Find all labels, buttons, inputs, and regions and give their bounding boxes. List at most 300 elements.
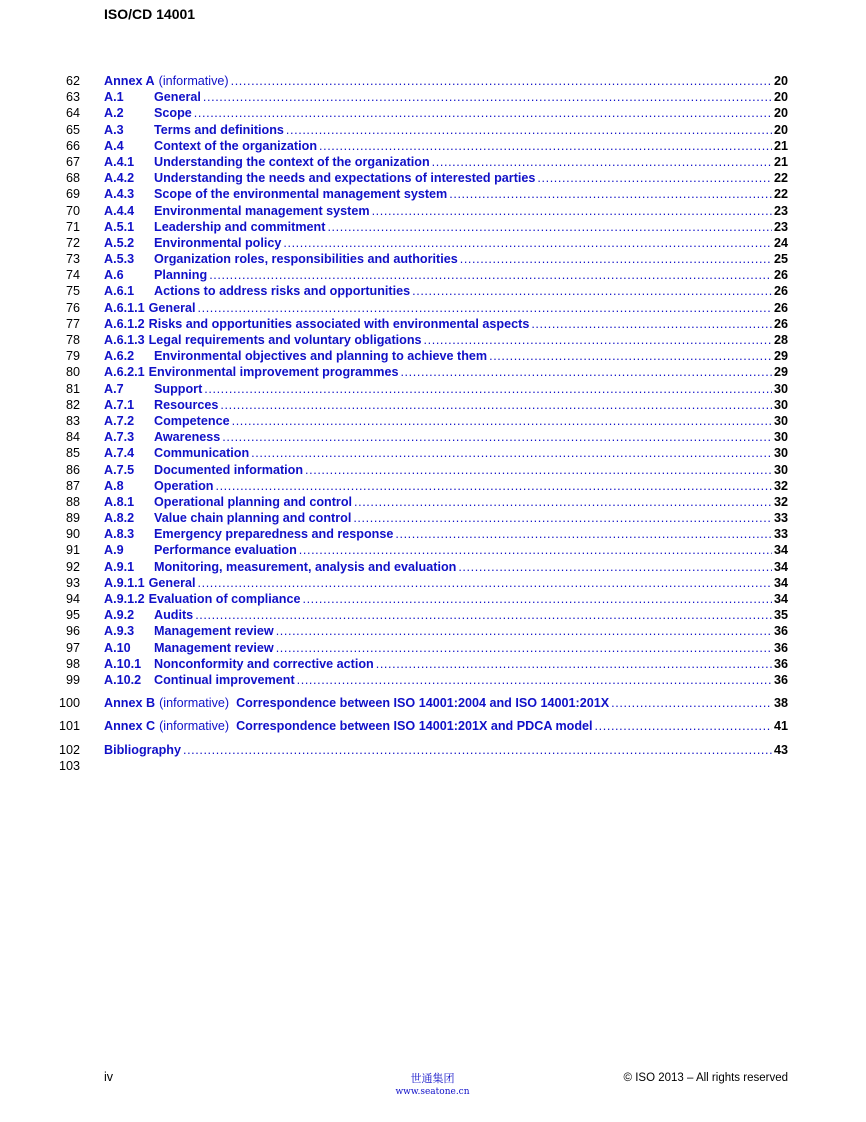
section-title — [154, 656, 374, 672]
dot-leader — [412, 283, 772, 299]
toc-entry-link[interactable] — [104, 219, 788, 235]
line-number: 68 — [65, 171, 80, 186]
dot-leader — [372, 203, 772, 219]
dot-leader — [203, 89, 772, 105]
section-title-text: Communication — [154, 446, 250, 461]
line-number: 90 — [65, 527, 80, 542]
page-ref: 22 — [773, 187, 788, 202]
section-number: A.7.3 — [104, 430, 135, 445]
section-number: A.6.2.1 — [104, 365, 145, 380]
section-title-text: Organization roles, responsibilities and authorities — [154, 252, 458, 267]
section-title-text: Understanding the context of the organization — [154, 154, 430, 169]
section-number: A.10.1 — [104, 656, 142, 671]
section-number: A.9.2 — [104, 608, 135, 623]
section-number: A.6.2 — [104, 349, 135, 364]
section-title — [154, 413, 230, 429]
section-title-text: Management review — [154, 640, 274, 655]
section-title — [154, 348, 487, 364]
toc-row — [0, 348, 866, 364]
section-number: A.4.3 — [104, 187, 135, 202]
toc-row — [0, 73, 866, 89]
page-ref: 29 — [773, 365, 788, 380]
section-title — [154, 235, 281, 251]
section-number: A.4.1 — [104, 154, 135, 169]
section-number: A.7 — [104, 381, 124, 396]
section-title — [159, 73, 229, 89]
section-title — [149, 364, 399, 380]
line-number: 80 — [65, 365, 80, 380]
line-number: 79 — [65, 349, 80, 364]
section-title-text: Operation — [154, 478, 214, 493]
dot-leader — [305, 462, 772, 478]
section-title-text: Correspondence between ISO 14001:201X and PDCA model — [236, 719, 593, 734]
page-ref: 30 — [773, 430, 788, 445]
section-title — [159, 695, 609, 711]
toc-entry-link[interactable] — [104, 640, 788, 656]
section-number: A.6 — [104, 268, 124, 283]
line-number: 71 — [65, 219, 80, 234]
section-number: A.6.1.3 — [104, 333, 145, 347]
line-number: 100 — [58, 696, 80, 711]
page-ref: 33 — [773, 511, 788, 526]
toc-row — [0, 332, 866, 348]
section-title-text: Risks and opportunities associated with environmental aspects — [148, 316, 530, 331]
copyright-notice: © ISO 2013 – All rights reserved — [623, 1072, 788, 1084]
toc-row — [0, 105, 866, 121]
section-number: A.7.4 — [104, 446, 135, 461]
line-number: 101 — [58, 719, 80, 734]
toc-row — [0, 122, 866, 138]
toc-entry-link[interactable] — [104, 105, 788, 121]
dot-leader — [204, 381, 772, 397]
line-number: 78 — [65, 333, 80, 347]
section-title — [149, 300, 196, 316]
section-title-text: Nonconformity and corrective action — [154, 656, 374, 671]
line-number: 103 — [58, 758, 80, 773]
page-ref: 20 — [773, 90, 788, 105]
section-number: A.8.3 — [104, 527, 135, 542]
watermark-stamp — [380, 1070, 485, 1097]
section-title — [154, 251, 458, 267]
toc-entry-link[interactable] — [104, 283, 788, 299]
toc-entry-link[interactable] — [104, 267, 788, 283]
line-number: 66 — [65, 138, 80, 153]
section-number: A.7.1 — [104, 397, 135, 412]
page-ref: 23 — [773, 203, 788, 218]
page-ref: 30 — [773, 397, 788, 412]
dot-leader — [232, 413, 772, 429]
toc-entry-link[interactable] — [104, 170, 788, 186]
section-title-text: General — [154, 90, 201, 105]
toc-entry-link[interactable] — [104, 542, 788, 558]
toc-row — [0, 656, 866, 672]
section-title-text: Monitoring, measurement, analysis and evaluation — [154, 559, 457, 574]
line-number: 91 — [65, 543, 80, 558]
page-ref: 25 — [773, 252, 788, 267]
stamp-company: 世通集团 — [410, 1072, 455, 1085]
toc-entry-link[interactable] — [104, 656, 788, 672]
page-ref: 34 — [773, 575, 788, 590]
section-number: A.8.2 — [104, 511, 135, 526]
section-number: A.9.1 — [104, 559, 135, 574]
section-title — [154, 494, 352, 510]
dot-leader — [353, 510, 772, 526]
toc-entry-link[interactable] — [104, 122, 788, 138]
section-number: A.5.2 — [104, 235, 135, 250]
section-number: A.8 — [104, 478, 124, 493]
section-title — [154, 397, 218, 413]
section-title — [154, 267, 207, 283]
section-number: A.6.1 — [104, 284, 135, 299]
section-number: A.7.2 — [104, 413, 135, 428]
toc-entry-link[interactable] — [104, 381, 788, 397]
toc-entry-link[interactable] — [104, 235, 788, 251]
line-number: 62 — [65, 74, 80, 88]
section-title — [149, 591, 301, 607]
section-title — [104, 742, 181, 758]
section-number: A.2 — [104, 106, 124, 121]
page-ref: 23 — [773, 219, 788, 234]
dot-leader — [198, 300, 772, 316]
dot-leader — [376, 656, 772, 672]
section-number: A.8.1 — [104, 494, 135, 509]
toc-row — [0, 542, 866, 558]
toc-row — [0, 445, 866, 461]
section-number: Annex C — [104, 719, 156, 734]
section-number: A.10 — [104, 640, 131, 655]
toc-row — [0, 364, 866, 380]
page-ref: 24 — [773, 235, 788, 250]
section-title-text: Support — [154, 381, 203, 396]
section-number: Annex A — [104, 74, 155, 88]
toc-entry-link[interactable] — [104, 478, 788, 494]
section-title — [154, 510, 351, 526]
toc-entry-link[interactable] — [104, 364, 788, 380]
toc-row — [0, 575, 866, 591]
section-title — [154, 283, 410, 299]
dot-leader — [198, 575, 772, 591]
line-number: 73 — [65, 252, 80, 267]
stamp-url: www.seatone.cn — [395, 1087, 470, 1097]
toc-row — [0, 510, 866, 526]
section-title-text: General — [148, 575, 196, 590]
section-title — [154, 526, 393, 542]
dot-leader — [489, 348, 772, 364]
toc-row — [0, 203, 866, 219]
section-title-text: Environmental management system — [154, 203, 370, 218]
toc-entry-link[interactable] — [104, 607, 788, 623]
section-title-text: Scope — [154, 106, 192, 121]
toc-row — [0, 138, 866, 154]
page-ref: 22 — [773, 171, 788, 186]
section-title-text: Context of the organization — [154, 138, 318, 153]
toc-row — [0, 695, 866, 711]
section-title-text: Documented information — [154, 462, 304, 477]
section-number: A.4.4 — [104, 203, 135, 218]
toc-row — [0, 154, 866, 170]
toc-entry-link[interactable] — [104, 718, 788, 734]
dot-leader — [299, 542, 772, 558]
informative-label: (informative) — [159, 696, 230, 711]
toc-row — [0, 462, 866, 478]
page-ref: 32 — [773, 478, 788, 493]
toc-entry-link[interactable] — [104, 138, 788, 154]
page-ref: 26 — [773, 300, 788, 315]
page-number: iv — [104, 1070, 114, 1084]
section-title-text: Planning — [154, 268, 208, 283]
page-ref: 34 — [773, 543, 788, 558]
dot-leader — [302, 591, 772, 607]
toc-row — [0, 89, 866, 105]
line-number: 64 — [65, 106, 80, 121]
line-number: 74 — [65, 268, 80, 283]
line-number: 69 — [65, 187, 80, 202]
section-number: A.9.1.1 — [104, 575, 145, 590]
page-ref: 20 — [773, 106, 788, 121]
toc-entry-link[interactable] — [104, 89, 788, 105]
dot-leader — [251, 445, 772, 461]
section-title — [154, 170, 535, 186]
toc-entry-link[interactable] — [104, 695, 788, 711]
toc-entry-link[interactable] — [104, 316, 788, 332]
toc-row — [0, 591, 866, 607]
dot-leader — [297, 672, 772, 688]
dot-leader — [220, 397, 772, 413]
toc-entry-link[interactable] — [104, 413, 788, 429]
section-title-text: Scope of the environmental management system — [154, 187, 448, 202]
section-title — [154, 89, 201, 105]
dot-leader — [183, 742, 772, 758]
section-title — [149, 316, 530, 332]
section-title — [154, 462, 303, 478]
toc-entry-link[interactable] — [104, 510, 788, 526]
page-ref: 20 — [773, 122, 788, 137]
page-ref: 41 — [773, 719, 788, 734]
line-number: 84 — [65, 430, 80, 445]
toc-entry-link[interactable] — [104, 73, 788, 89]
section-number: A.9.1.2 — [104, 592, 145, 606]
dot-leader — [276, 640, 772, 656]
toc-row — [0, 186, 866, 202]
line-number: 63 — [65, 90, 80, 105]
toc-entry-link[interactable] — [104, 494, 788, 510]
page-ref: 26 — [773, 268, 788, 283]
section-title — [154, 381, 202, 397]
line-number: 89 — [65, 511, 80, 526]
line-number: 86 — [65, 462, 80, 477]
section-number: A.6.1.2 — [104, 316, 145, 331]
section-title-text: Value chain planning and control — [154, 511, 352, 526]
page-ref: 20 — [773, 74, 788, 88]
section-title-text: Evaluation of compliance — [148, 592, 301, 606]
toc-entry-link[interactable] — [104, 462, 788, 478]
toc-row — [0, 672, 866, 688]
dot-leader — [449, 186, 772, 202]
line-number: 94 — [65, 592, 80, 606]
page-ref: 36 — [773, 624, 788, 639]
page-ref: 28 — [773, 333, 788, 347]
section-title — [154, 672, 295, 688]
dot-leader — [395, 526, 772, 542]
line-number: 77 — [65, 316, 80, 331]
section-title-text: Management review — [154, 624, 274, 639]
dot-leader — [458, 559, 772, 575]
page-ref: 36 — [773, 640, 788, 655]
toc-entry-link[interactable] — [104, 575, 788, 591]
section-title-text: Continual improvement — [154, 672, 295, 687]
section-title — [149, 332, 422, 348]
section-title-text: Correspondence between ISO 14001:2004 and ISO 14001:201X — [236, 696, 610, 711]
toc-entry-link[interactable] — [104, 623, 788, 639]
toc-row — [0, 267, 866, 283]
section-title-text: Awareness — [154, 430, 221, 445]
page-ref: 32 — [773, 494, 788, 509]
section-title — [149, 575, 196, 591]
toc-row — [0, 758, 866, 774]
section-title-text: Performance evaluation — [154, 543, 297, 558]
section-title — [154, 138, 317, 154]
toc-entry-link[interactable] — [104, 397, 788, 413]
page-ref: 36 — [773, 672, 788, 687]
line-number: 87 — [65, 478, 80, 493]
section-title — [154, 640, 274, 656]
line-number: 97 — [65, 640, 80, 655]
toc-entry-link[interactable] — [104, 154, 788, 170]
toc-entry-link[interactable] — [104, 186, 788, 202]
dot-leader — [231, 73, 772, 89]
dot-leader — [611, 695, 772, 711]
toc-row — [0, 381, 866, 397]
page-ref: 34 — [773, 592, 788, 606]
page-ref: 29 — [773, 349, 788, 364]
page-ref: 30 — [773, 446, 788, 461]
section-number: A.6.1.1 — [104, 300, 145, 315]
dot-leader — [424, 332, 772, 348]
section-title — [154, 478, 213, 494]
table-of-contents — [0, 73, 866, 774]
dot-leader — [286, 122, 772, 138]
toc-entry-link[interactable] — [104, 742, 788, 758]
toc-entry-link[interactable] — [104, 348, 788, 364]
section-number: A.4 — [104, 138, 124, 153]
section-title-text: Competence — [154, 413, 230, 428]
dot-leader — [537, 170, 772, 186]
section-title — [154, 445, 249, 461]
section-title — [154, 203, 370, 219]
page-ref: 30 — [773, 381, 788, 396]
toc-entry-link[interactable] — [104, 429, 788, 445]
section-title-text: Legal requirements and voluntary obligations — [148, 333, 422, 347]
section-title — [154, 542, 297, 558]
document-header: ISO/CD 14001 — [104, 6, 196, 22]
page-ref: 26 — [773, 316, 788, 331]
page-ref: 21 — [773, 154, 788, 169]
section-number: A.1 — [104, 90, 124, 105]
line-number: 99 — [65, 672, 80, 687]
line-number: 72 — [65, 235, 80, 250]
toc-entry-link[interactable] — [104, 251, 788, 267]
toc-entry-link[interactable] — [104, 526, 788, 542]
section-title-text: Actions to address risks and opportunities — [154, 284, 411, 299]
section-title-text: General — [148, 300, 196, 315]
page-ref: 38 — [773, 696, 788, 711]
section-title — [154, 154, 430, 170]
line-number: 92 — [65, 559, 80, 574]
dot-leader — [595, 718, 772, 734]
section-title-text: Understanding the needs and expectations of interested parties — [154, 171, 536, 186]
section-title — [154, 429, 220, 445]
section-title — [154, 186, 447, 202]
page-ref: 21 — [773, 138, 788, 153]
toc-row — [0, 251, 866, 267]
toc-entry-link[interactable] — [104, 203, 788, 219]
page-ref: 30 — [773, 413, 788, 428]
line-number: 96 — [65, 624, 80, 639]
toc-row — [0, 219, 866, 235]
dot-leader — [194, 105, 772, 121]
toc-row — [0, 742, 866, 758]
page-ref: 36 — [773, 656, 788, 671]
line-number: 82 — [65, 397, 80, 412]
dot-leader — [215, 478, 772, 494]
line-number: 70 — [65, 203, 80, 218]
page-ref: 26 — [773, 284, 788, 299]
section-title — [154, 105, 192, 121]
line-number: 67 — [65, 154, 80, 169]
section-number: A.3 — [104, 122, 124, 137]
toc-row — [0, 316, 866, 332]
section-title-text: Operational planning and control — [154, 494, 353, 509]
section-title-text: Resources — [154, 397, 219, 412]
section-title — [154, 122, 284, 138]
toc-row — [0, 413, 866, 429]
toc-entry-link[interactable] — [104, 672, 788, 688]
informative-label: (informative) — [159, 719, 230, 734]
toc-row — [0, 607, 866, 623]
toc-entry-link[interactable] — [104, 445, 788, 461]
toc-entry-link[interactable] — [104, 559, 788, 575]
toc-entry-link[interactable] — [104, 591, 788, 607]
page-ref: 34 — [773, 559, 788, 574]
dot-leader — [283, 235, 772, 251]
toc-entry-link[interactable] — [104, 300, 788, 316]
line-number: 93 — [65, 575, 80, 590]
toc-row — [0, 283, 866, 299]
page-ref: 30 — [773, 462, 788, 477]
dot-leader — [432, 154, 772, 170]
line-number: 102 — [58, 742, 80, 757]
dot-leader — [354, 494, 772, 510]
section-title — [154, 559, 456, 575]
section-title-text: Bibliography — [104, 742, 181, 757]
section-title-text: Environmental policy — [154, 235, 282, 250]
section-title — [159, 718, 592, 734]
dot-leader — [531, 316, 772, 332]
toc-entry-link[interactable] — [104, 332, 788, 348]
toc-row — [0, 494, 866, 510]
line-number: 95 — [65, 608, 80, 623]
section-title-text: Environmental improvement programmes — [148, 365, 399, 380]
page-ref: 33 — [773, 527, 788, 542]
section-number: A.9.3 — [104, 624, 135, 639]
toc-row — [0, 235, 866, 251]
section-title — [154, 219, 325, 235]
informative-label: (informative) — [158, 74, 229, 88]
toc-row — [0, 623, 866, 639]
section-title-text: Audits — [154, 608, 194, 623]
dot-leader — [195, 607, 772, 623]
line-number: 85 — [65, 446, 80, 461]
